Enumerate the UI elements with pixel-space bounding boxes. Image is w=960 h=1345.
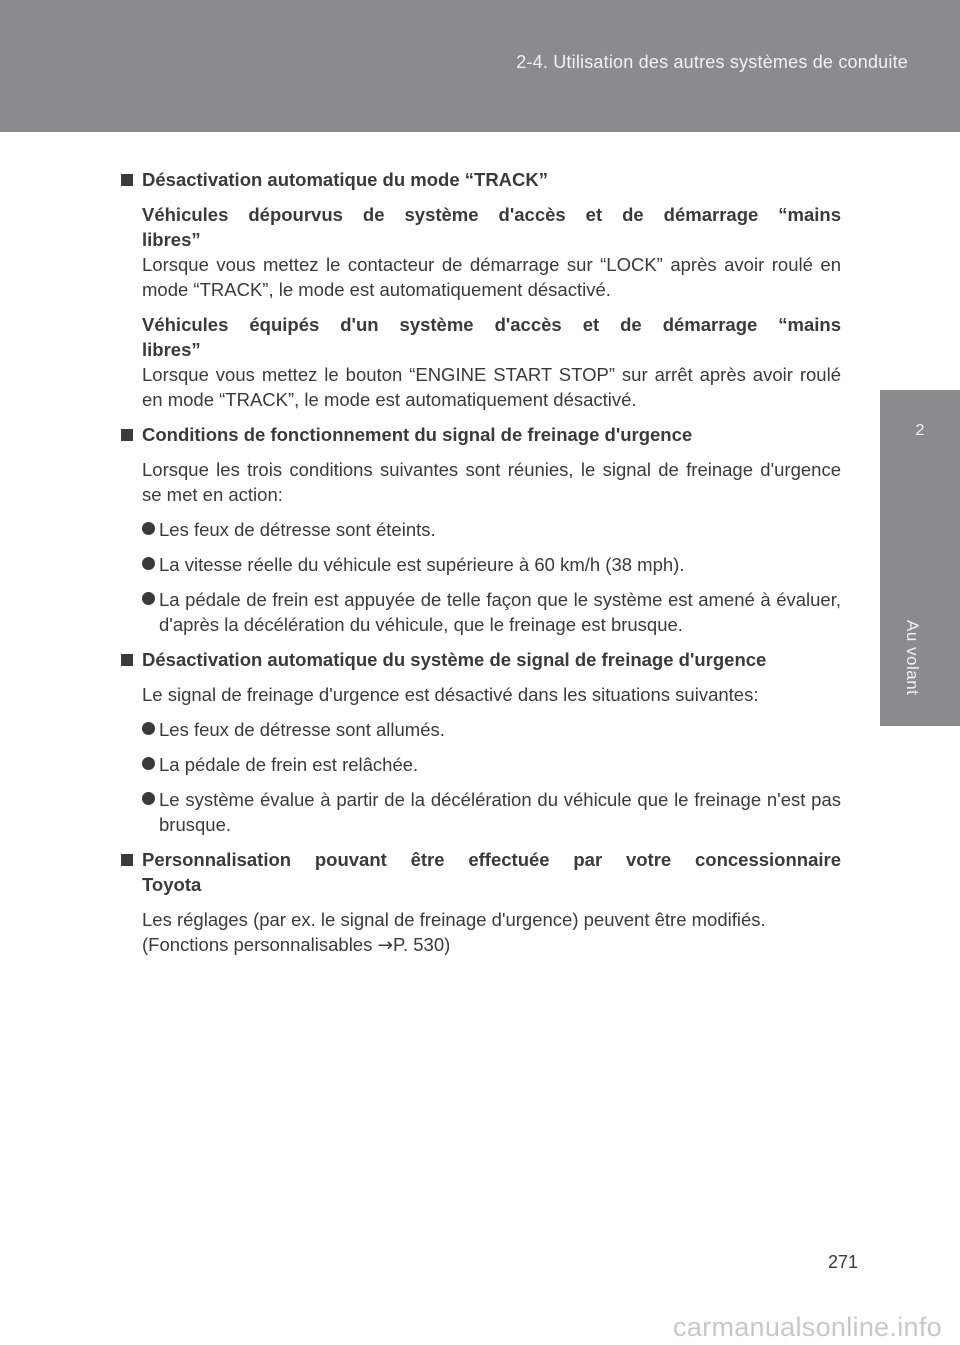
list-item	[121, 552, 841, 577]
list-item	[121, 587, 841, 637]
round-bullet-icon	[142, 792, 155, 805]
heading-text: Désactivation automatique du système de signal de freinage d'urgence	[142, 649, 767, 670]
body-text: Les réglages (par ex. le signal de freinage d'urgence) peuvent être modifiés.	[142, 909, 766, 930]
body-text-block	[121, 907, 841, 958]
chapter-side-tab	[880, 132, 960, 1345]
list-item-text: Les feux de détresse sont éteints.	[159, 519, 436, 540]
list-item	[121, 787, 841, 837]
section-emergency-brake-deactivation	[121, 647, 841, 837]
square-bullet-icon	[121, 854, 133, 866]
subhead-line: libres”	[142, 339, 201, 360]
intro-text: Lorsque les trois conditions suivantes sont réunies, le signal de freinage d'urgence se met en action:	[142, 459, 841, 505]
heading-text: Désactivation automatique du mode “TRACK”	[142, 169, 549, 190]
list-item	[121, 717, 841, 742]
list-item-text: Le système évalue à partir de la décélération du véhicule que le freinage n'est pas brusque.	[159, 789, 841, 835]
round-bullet-icon	[142, 757, 155, 770]
list-item-text: La pédale de frein est appuyée de telle façon que le système est amené à évaluer, d'après la décélération du véhicule, que le freinage est brusque.	[159, 589, 841, 635]
list-item-text: Les feux de détresse sont allumés.	[159, 719, 445, 740]
page-number: 271	[828, 1252, 859, 1272]
list-item-text: La vitesse réelle du véhicule est supérieure à 60 km/h (38 mph).	[159, 554, 685, 575]
chapter-label: Au volant	[903, 620, 922, 696]
round-bullet-icon	[142, 722, 155, 735]
round-bullet-icon	[142, 557, 155, 570]
square-bullet-icon	[121, 429, 133, 441]
list-item-text: La pédale de frein est relâchée.	[159, 754, 419, 775]
page-reference-link[interactable]: P. 530)	[393, 934, 451, 955]
chapter-number: 2	[915, 422, 925, 439]
section-heading	[121, 167, 841, 192]
body-text: Lorsque vous mettez le contacteur de démarrage sur “LOCK” après avoir roulé en mode “TRACK”, le mode est automatiquement désactivé.	[142, 254, 841, 300]
heading-text: Personnalisation pouvant être effectuée par votre concessionnaire	[142, 849, 841, 870]
list-item	[121, 517, 841, 542]
heading-text: Toyota	[142, 874, 202, 895]
heading-text: Conditions de fonctionnement du signal de freinage d'urgence	[142, 424, 693, 445]
section-heading	[121, 647, 841, 672]
round-bullet-icon	[142, 592, 155, 605]
subhead-line: Véhicules équipés d'un système d'accès et de démarrage “mains	[142, 314, 841, 335]
round-bullet-icon	[142, 522, 155, 535]
square-bullet-icon	[121, 654, 133, 666]
section-heading	[121, 847, 841, 897]
subhead-line: libres”	[142, 229, 201, 250]
body-text: Lorsque vous mettez le bouton “ENGINE START STOP” sur arrêt après avoir roulé en mode “TRACK”, le mode est automatiquement désactivé.	[142, 364, 841, 410]
page-content	[121, 167, 841, 968]
list-item	[121, 752, 841, 777]
section-emergency-brake-conditions	[121, 422, 841, 637]
section-heading	[121, 422, 841, 447]
body-text: (Fonctions personnalisables	[142, 934, 378, 955]
section-title: 2-4. Utilisation des autres systèmes de conduite	[516, 52, 908, 72]
chapter-tab	[880, 390, 960, 726]
right-arrow-icon: →	[377, 935, 394, 956]
subsection-with-smart-key	[121, 312, 841, 412]
section-track-deactivation	[121, 167, 841, 412]
header-band	[0, 0, 960, 132]
side-tab-spacer	[880, 132, 960, 390]
subsection-without-smart-key	[121, 202, 841, 302]
intro-text: Le signal de freinage d'urgence est désactivé dans les situations suivantes:	[142, 684, 759, 705]
subhead-line: Véhicules dépourvus de système d'accès et de démarrage “mains	[142, 204, 841, 225]
square-bullet-icon	[121, 174, 133, 186]
section-customization	[121, 847, 841, 958]
watermark: carmanualsonline.info	[673, 1312, 942, 1342]
